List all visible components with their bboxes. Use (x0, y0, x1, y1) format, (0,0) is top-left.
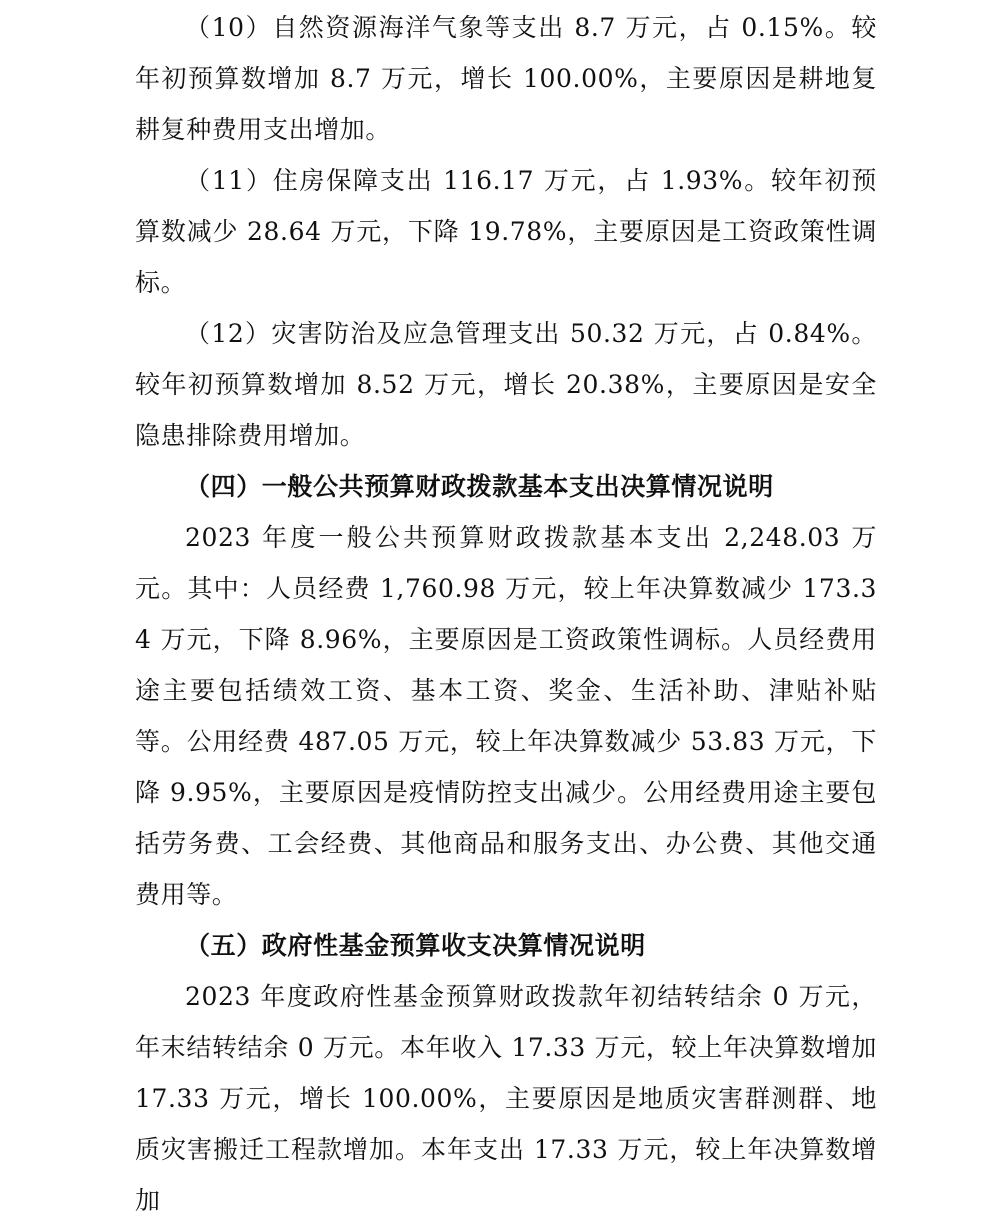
paragraph-basic-expenditure-details: 2023 年度一般公共预算财政拨款基本支出 2,248.03 万元。其中：人员经费 1,760.98 万元，较上年决算数减少 173.34 万元，下降 8.96%，主要原因是工资政策性调标。人员经费用途主要包括绩效工资、基本工资、奖金、生活补助、津贴补贴等。公用经费 487.05 万元，较上年决算数减少 53.83 万元，下降 9.95%，主要原因是疫情防控支出减少。公用经费用途主要包括劳务费、工会经费、其他商品和服务支出、办公费、其他交通费用等。 (135, 523, 877, 909)
paragraph-disaster-prevention-expenditure: （12）灾害防治及应急管理支出 50.32 万元，占 0.84%。较年初预算数增加 8.52 万元，增长 20.38%，主要原因是安全隐患排除费用增加。 (135, 319, 877, 450)
section-heading-government-fund: （五）政府性基金预算收支决算情况说明 (185, 931, 646, 960)
paragraph-housing-security-expenditure: （11）住房保障支出 116.17 万元，占 1.93%。较年初预算数减少 28.64 万元，下降 19.78%，主要原因是工资政策性调标。 (135, 166, 877, 297)
section-heading-basic-expenditure: （四）一般公共预算财政拨款基本支出决算情况说明 (185, 472, 774, 501)
paragraph-natural-resources-expenditure: （10）自然资源海洋气象等支出 8.7 万元，占 0.15%。较年初预算数增加 8.7 万元，增长 100.00%，主要原因是耕地复耕复种费用支出增加。 (135, 13, 877, 144)
paragraph-government-fund-details: 2023 年度政府性基金预算财政拨款年初结转结余 0 万元，年末结转结余 0 万元。本年收入 17.33 万元，较上年决算数增加 17.33 万元，增长 100.00%，主要原因是地质灾害群测群、地质灾害搬迁工程款增加。本年支出 17.33 万元，较上年决算数增加 (135, 982, 877, 1215)
document-page (135, 0, 877, 1226)
